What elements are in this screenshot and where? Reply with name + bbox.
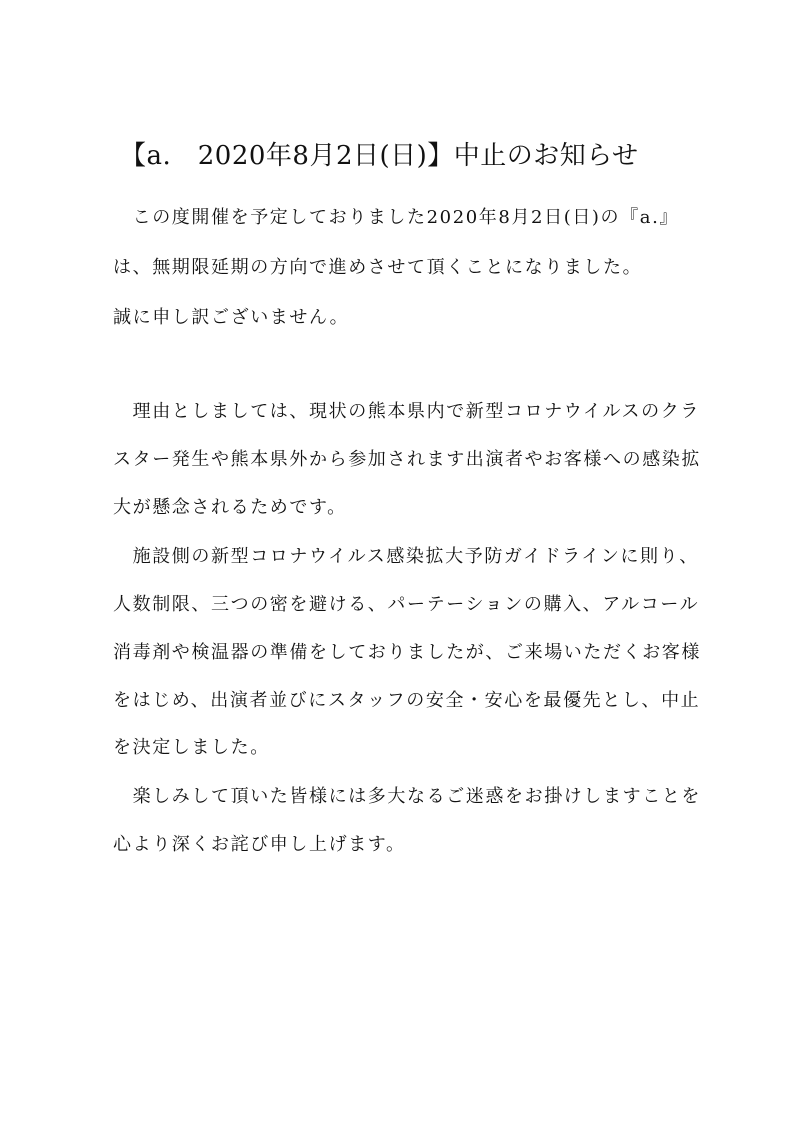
paragraph-3-line-1: 施設側の新型コロナウイルス感染拡大予防ガイドラインに則り、 (113, 546, 699, 567)
paragraph-1-line-1: この度開催を予定しておりました2020年8月2日(日)の『a.』 (113, 207, 680, 228)
paragraph-4-line-2: 心より深くお詫び申し上げます。 (113, 834, 406, 855)
paragraph-3-line-2: 人数制限、三つの密を避ける、パーテーションの購入、アルコール (113, 594, 700, 615)
paragraph-2-line-1: 理由としましては、現状の熊本県内で新型コロナウイルスのクラ (113, 401, 700, 422)
paragraph-1-line-3: 誠に申し訳ございません。 (113, 307, 350, 328)
paragraph-1-line-2: は、無期限延期の方向で進めさせて頂くことになりました。 (113, 257, 643, 278)
paragraph-2-line-3: 大が懸念されるためです。 (113, 497, 347, 518)
notice-title: 【a. 2020年8月2日(日)】中止のお知らせ (120, 141, 639, 171)
paragraph-4-line-1: 楽しみして頂いた皆様には多大なるご迷惑をお掛けしますことを (113, 786, 701, 807)
paragraph-2-line-2: スター発生や熊本県外から参加されます出演者やお客様への感染拡 (113, 449, 701, 470)
paragraph-3-line-5: を決定しました。 (113, 737, 270, 758)
paragraph-3-line-3: 消毒剤や検温器の準備をしておりましたが、ご来場いただくお客様 (113, 642, 701, 663)
paragraph-3-line-4: をはじめ、出演者並びにスタッフの安全・安心を最優先とし、中止 (113, 690, 701, 711)
